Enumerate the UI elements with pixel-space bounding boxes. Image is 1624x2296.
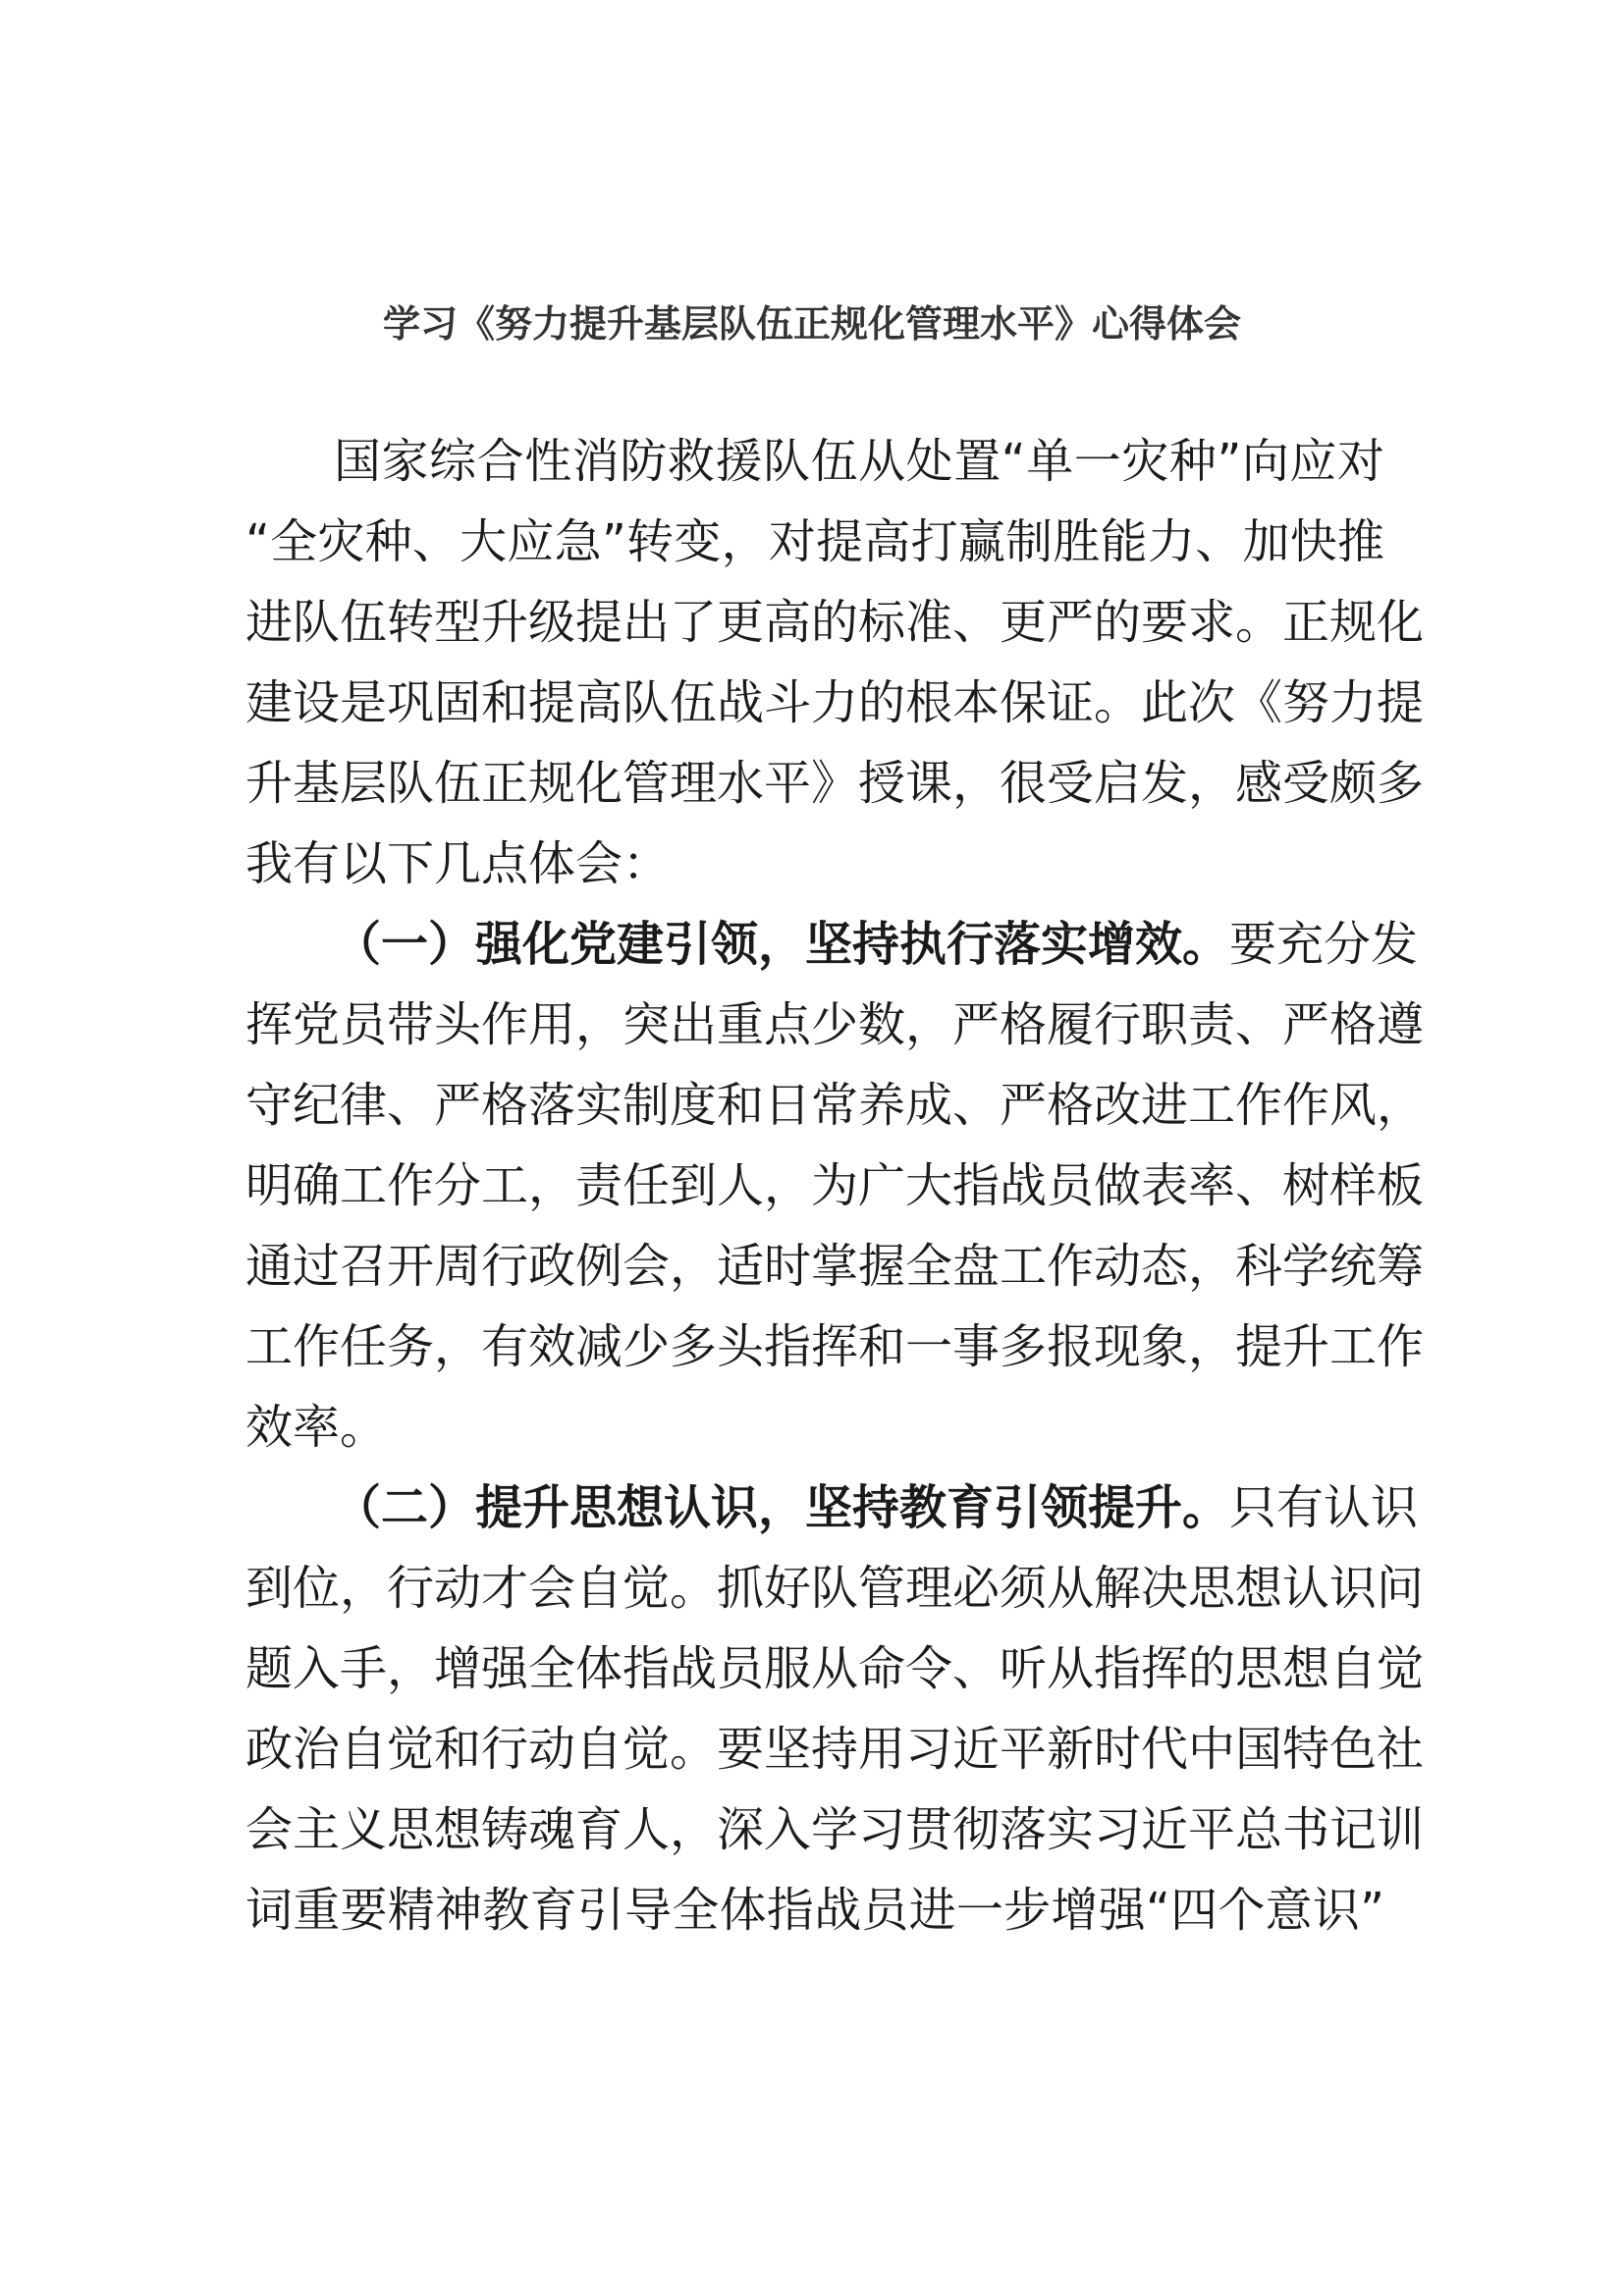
paragraph-line: 词重要精神教育引导全体指战员进一步增强“四个意识”: [245, 1883, 1384, 1938]
document-title: 学习《努力提升基层队伍正规化管理水平》心得体会: [382, 302, 1241, 346]
paragraph-line: 通过召开周行政例会，适时掌握全盘工作动态，科学统筹: [245, 1239, 1425, 1294]
section-heading-1: （一）强化党建引领，坚持执行落实增效。: [334, 917, 1230, 972]
paragraph-line: 工作任务，有效减少多头指挥和一事多报现象，提升工作: [245, 1319, 1425, 1374]
paragraph-line: 进队伍转型升级提出了更高的标准、更严的要求。正规化: [245, 595, 1425, 650]
paragraph-line: 效率。: [245, 1400, 388, 1455]
paragraph-line: 政治自觉和行动自觉。要坚持用习近平新时代中国特色社: [245, 1722, 1425, 1777]
section-first-line: [334, 1468, 1419, 1548]
paragraph-line: “全灾种、大应急”转变，对提高打赢制胜能力、加快推: [245, 514, 1384, 569]
section-text: 只有认识: [1229, 1480, 1419, 1535]
paragraph-line: 我有以下几点体会：: [245, 836, 671, 891]
paragraph-line: 挥党员带头作用，突出重点少数，严格履行职责、严格遵: [245, 997, 1425, 1052]
paragraph-line: 守纪律、严格落实制度和日常养成、严格改进工作作风，: [245, 1078, 1425, 1133]
paragraph-line: 建设是巩固和提高队伍战斗力的根本保证。此次《努力提: [245, 675, 1425, 730]
paragraph-line: 会主义思想铸魂育人，深入学习贯彻落实习近平总书记训: [245, 1802, 1425, 1857]
paragraph-line: 明确工作分工，责任到人，为广大指战员做表率、树样板: [245, 1158, 1425, 1213]
paragraph-line: 国家综合性消防救援队伍从处置“单一灾种”向应对: [334, 434, 1384, 489]
section-heading-2: （二）提升思想认识，坚持教育引领提升。: [334, 1480, 1230, 1535]
section-text: 要充分发: [1229, 917, 1419, 972]
paragraph-line: 题入手，增强全体指战员服从命令、听从指挥的思想自觉: [245, 1641, 1425, 1696]
paragraph-line: 升基层队伍正规化管理水平》授课，很受启发，感受颇多: [245, 756, 1425, 811]
paragraph-line: 到位，行动才会自觉。抓好队管理必须从解决思想认识问: [245, 1561, 1425, 1616]
section-first-line: [334, 904, 1419, 985]
